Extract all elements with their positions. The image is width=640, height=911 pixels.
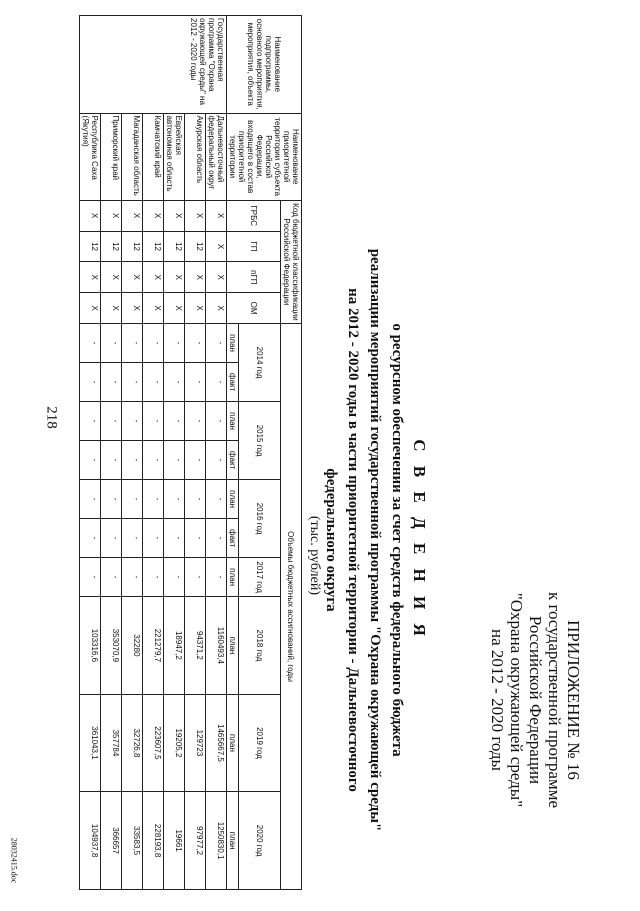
header-plan: план <box>227 324 239 363</box>
header-plan: план <box>227 694 239 792</box>
header-plan: план <box>227 558 239 597</box>
y2014-plan-cell: - <box>80 324 101 363</box>
heading-title: С В Е Д Е Н И Я <box>410 439 429 641</box>
header-program-name: Наименование подпрограммы, основного мероприятия, мероприятия, объекта <box>227 16 302 114</box>
y2014-fact-cell: - <box>80 363 101 402</box>
y2018-plan-cell: 18947,2 <box>164 597 185 695</box>
y2015-plan-cell: - <box>143 402 164 441</box>
y2019-plan-cell: 19205,2 <box>164 694 185 792</box>
y2014-fact-cell: - <box>143 363 164 402</box>
heading-line-1: о ресурсном обеспечении за счет средств федерального бюджета <box>389 323 405 757</box>
table-row <box>101 16 122 890</box>
table-header <box>227 16 302 890</box>
pgp-cell: X <box>164 262 185 293</box>
appendix-line-4: "Охрана окружающей среды" <box>507 592 526 808</box>
y2019-plan-cell: 361043,1 <box>80 694 101 792</box>
y2016-plan-cell: - <box>185 480 206 519</box>
gp-cell: 12 <box>80 231 101 262</box>
header-year-2018: 2018 год <box>239 597 281 695</box>
header-plan: план <box>227 480 239 519</box>
y2014-fact-cell: - <box>206 363 227 402</box>
header-year-2016: 2016 год <box>239 480 281 558</box>
y2019-plan-cell: 129723 <box>185 694 206 792</box>
territory-cell: Магаданская область <box>122 113 143 200</box>
appendix-number: ПРИЛОЖЕНИЕ № 16 <box>564 620 583 780</box>
y2017-plan-cell: - <box>206 558 227 597</box>
grbs-cell: X <box>101 200 122 231</box>
header-territory: Наименование приоритетной территории субъекта Российской Федерации, входящего в состав приоритетной территории <box>227 113 302 200</box>
y2015-plan-cell: - <box>101 402 122 441</box>
y2018-plan-cell: 221279,7 <box>143 597 164 695</box>
y2018-plan-cell: 353070,9 <box>101 597 122 695</box>
om-cell: X <box>101 293 122 324</box>
y2017-plan-cell: - <box>185 558 206 597</box>
header-code-group: Код бюджетной классификации Российской Федерации <box>281 200 302 323</box>
pgp-cell: X <box>206 262 227 293</box>
gp-cell: X <box>206 231 227 262</box>
y2016-fact-cell: - <box>122 519 143 558</box>
y2014-fact-cell: - <box>101 363 122 402</box>
grbs-cell: X <box>122 200 143 231</box>
appendix-block <box>488 535 583 865</box>
gp-cell: 12 <box>185 231 206 262</box>
y2015-fact-cell: - <box>80 441 101 480</box>
y2018-plan-cell: 103316,6 <box>80 597 101 695</box>
territory-cell: Дальневосточный федеральный округ <box>206 113 227 200</box>
y2015-plan-cell: - <box>185 402 206 441</box>
grbs-cell: X <box>206 200 227 231</box>
territory-cell: Амурская область <box>185 113 206 200</box>
om-cell: X <box>122 293 143 324</box>
y2017-plan-cell: - <box>80 558 101 597</box>
om-cell: X <box>164 293 185 324</box>
table-row <box>122 16 143 890</box>
pgp-cell: X <box>143 262 164 293</box>
y2017-plan-cell: - <box>122 558 143 597</box>
pgp-cell: X <box>122 262 143 293</box>
y2015-plan-cell: - <box>122 402 143 441</box>
territory-cell: Еврейская автономная область <box>164 113 185 200</box>
y2018-plan-cell: 32280 <box>122 597 143 695</box>
territory-cell: Приморский край <box>101 113 122 200</box>
header-om: ОМ <box>227 293 281 324</box>
y2017-plan-cell: - <box>101 558 122 597</box>
budget-table <box>79 15 302 890</box>
y2016-plan-cell: - <box>80 480 101 519</box>
appendix-line-2: к государственной программе <box>545 591 564 809</box>
y2014-fact-cell: - <box>185 363 206 402</box>
y2014-fact-cell: - <box>122 363 143 402</box>
y2014-plan-cell: - <box>101 324 122 363</box>
y2020-plan-cell: 97977,2 <box>185 792 206 890</box>
table-body <box>80 16 227 890</box>
program-name-cell: Государственная программа "Охрана окружающей среды" на 2012 - 2020 годы <box>80 16 227 114</box>
y2019-plan-cell: 223607,5 <box>143 694 164 792</box>
header-grbs: ГРБС <box>227 200 281 231</box>
grbs-cell: X <box>164 200 185 231</box>
header-fact: факт <box>227 441 239 480</box>
header-pgp: пГП <box>227 262 281 293</box>
y2016-plan-cell: - <box>122 480 143 519</box>
y2020-plan-cell: 1250830,1 <box>206 792 227 890</box>
y2019-plan-cell: 357784 <box>101 694 122 792</box>
om-cell: X <box>143 293 164 324</box>
table-row <box>164 16 185 890</box>
header-year-2014: 2014 год <box>239 324 281 402</box>
y2015-fact-cell: - <box>185 441 206 480</box>
gp-cell: 12 <box>122 231 143 262</box>
pgp-cell: X <box>80 262 101 293</box>
y2014-fact-cell: - <box>164 363 185 402</box>
y2015-fact-cell: - <box>164 441 185 480</box>
y2015-plan-cell: - <box>206 402 227 441</box>
y2020-plan-cell: 19661 <box>164 792 185 890</box>
y2020-plan-cell: 228193,8 <box>143 792 164 890</box>
header-fact: факт <box>227 519 239 558</box>
y2018-plan-cell: 1160493,4 <box>206 597 227 695</box>
y2020-plan-cell: 366657 <box>101 792 122 890</box>
header-plan: план <box>227 597 239 695</box>
document-heading <box>320 240 430 840</box>
pgp-cell: X <box>101 262 122 293</box>
y2015-plan-cell: - <box>164 402 185 441</box>
y2014-plan-cell: - <box>122 324 143 363</box>
y2016-fact-cell: - <box>80 519 101 558</box>
header-year-2019: 2019 год <box>239 694 281 792</box>
grbs-cell: X <box>80 200 101 231</box>
y2020-plan-cell: 33583,5 <box>122 792 143 890</box>
units-label: (тыс. рублей) <box>307 515 322 595</box>
gp-cell: 12 <box>164 231 185 262</box>
y2015-plan-cell: - <box>80 402 101 441</box>
y2014-plan-cell: - <box>164 324 185 363</box>
file-reference: 28032415.doc <box>9 837 19 884</box>
grbs-cell: X <box>143 200 164 231</box>
y2014-plan-cell: - <box>143 324 164 363</box>
y2016-fact-cell: - <box>164 519 185 558</box>
y2016-plan-cell: - <box>164 480 185 519</box>
table-row <box>80 16 101 890</box>
grbs-cell: X <box>185 200 206 231</box>
header-plan: план <box>227 402 239 441</box>
y2014-plan-cell: - <box>206 324 227 363</box>
header-year-2020: 2020 год <box>239 792 281 890</box>
pgp-cell: X <box>185 262 206 293</box>
page-number: 218 <box>43 406 60 429</box>
y2016-plan-cell: - <box>101 480 122 519</box>
header-volume-group: Объемы бюджетных ассигнований, годы <box>281 324 302 890</box>
header-year-2017: 2017 год <box>239 558 281 597</box>
table-row <box>185 16 206 890</box>
y2015-fact-cell: - <box>143 441 164 480</box>
y2019-plan-cell: 1465667,5 <box>206 694 227 792</box>
y2018-plan-cell: 94371,2 <box>185 597 206 695</box>
y2016-plan-cell: - <box>143 480 164 519</box>
y2019-plan-cell: 32726,8 <box>122 694 143 792</box>
y2015-fact-cell: - <box>122 441 143 480</box>
header-year-2015: 2015 год <box>239 402 281 480</box>
y2014-plan-cell: - <box>185 324 206 363</box>
heading-line-2: реализации мероприятий государственной программы "Охрана окружающей среды" <box>367 248 383 832</box>
om-cell: X <box>80 293 101 324</box>
territory-cell: Камчатский край <box>143 113 164 200</box>
om-cell: X <box>206 293 227 324</box>
gp-cell: 12 <box>101 231 122 262</box>
header-gp: ГП <box>227 231 281 262</box>
y2016-fact-cell: - <box>143 519 164 558</box>
appendix-line-5: на 2012 - 2020 годы <box>488 629 507 771</box>
heading-line-3: на 2012 - 2020 годы в части приоритетной территории - Дальневосточного федерального округа <box>323 288 361 792</box>
territory-cell: Республика Саха (Якутия) <box>80 113 101 200</box>
y2016-plan-cell: - <box>206 480 227 519</box>
y2020-plan-cell: 104937,8 <box>80 792 101 890</box>
appendix-line-3: Российской Федерации <box>526 615 545 785</box>
header-fact: факт <box>227 363 239 402</box>
y2015-fact-cell: - <box>101 441 122 480</box>
y2017-plan-cell: - <box>143 558 164 597</box>
table-row <box>143 16 164 890</box>
gp-cell: 12 <box>143 231 164 262</box>
y2017-plan-cell: - <box>164 558 185 597</box>
table-row <box>206 16 227 890</box>
header-plan: план <box>227 792 239 890</box>
om-cell: X <box>185 293 206 324</box>
y2016-fact-cell: - <box>185 519 206 558</box>
y2015-fact-cell: - <box>206 441 227 480</box>
y2016-fact-cell: - <box>206 519 227 558</box>
y2016-fact-cell: - <box>101 519 122 558</box>
